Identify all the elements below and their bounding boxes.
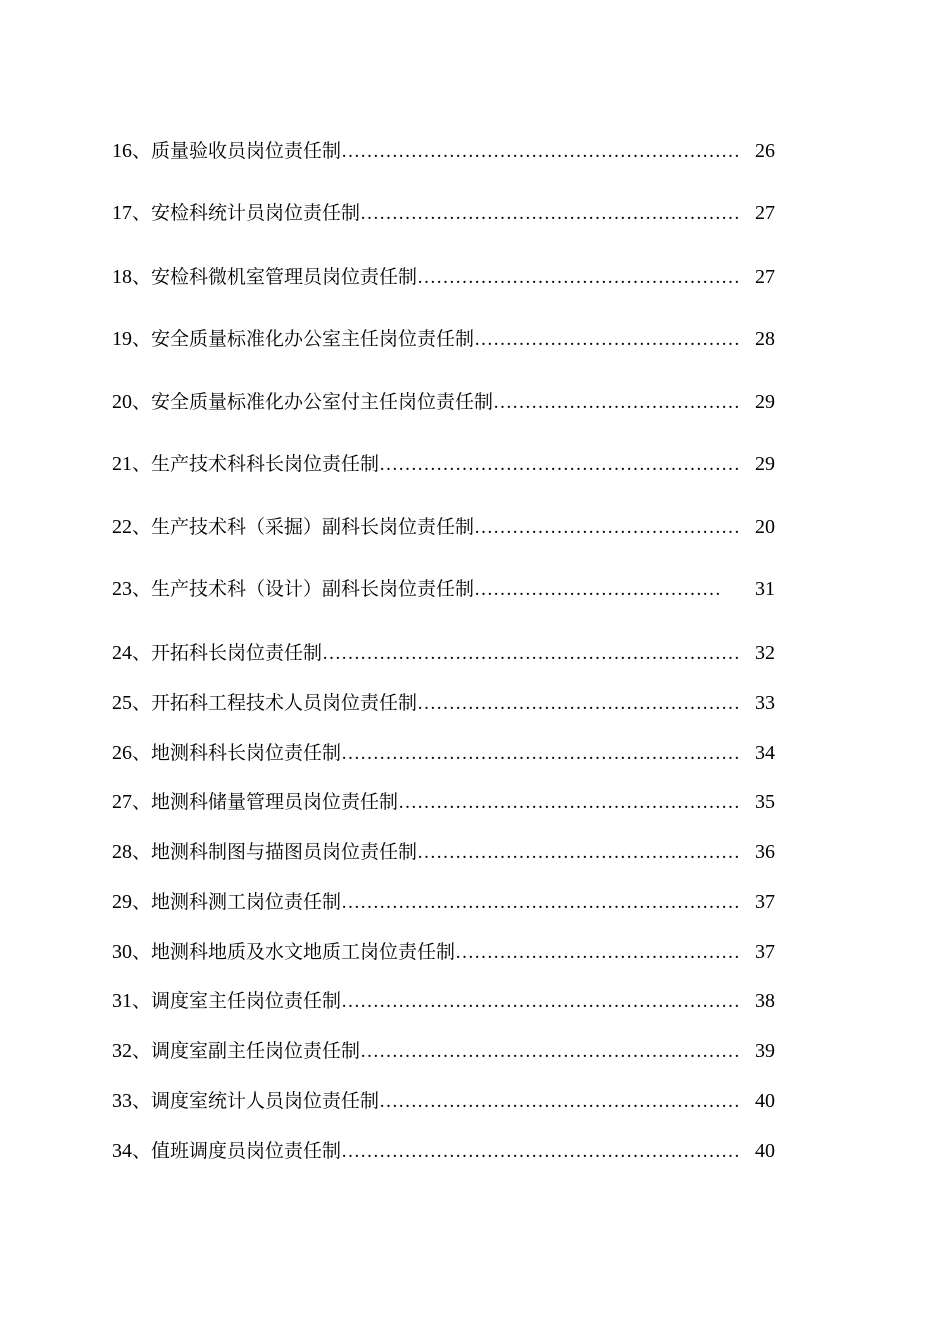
toc-entry-page: 39 (755, 1040, 775, 1062)
toc-entry[interactable] (112, 1139, 775, 1163)
toc-entry-title: 质量验收员岗位责任制 (151, 140, 342, 162)
toc-entry[interactable] (112, 940, 775, 964)
toc-entry-page: 32 (755, 642, 775, 664)
toc-entry-number: 34 (112, 1140, 132, 1162)
toc-entry-title: 生产技术科（设计）副科长岗位责任制 (151, 578, 475, 600)
toc-entry-page: 36 (755, 841, 775, 863)
toc-entry-number: 30 (112, 941, 132, 963)
toc-entry-title: 地测科地质及水文地质工岗位责任制 (151, 941, 456, 963)
toc-entry[interactable] (112, 989, 775, 1013)
toc-entry-number: 33 (112, 1090, 132, 1112)
toc-entry-page: 27 (755, 266, 775, 288)
toc-entry-leader: …………………………………… (474, 517, 741, 538)
toc-entry-number: 28 (112, 841, 132, 863)
toc-entry-leader: ………………………………… (493, 392, 741, 413)
toc-entry[interactable] (112, 515, 775, 539)
toc-entry-leader: ……………………………………………………… (341, 743, 741, 764)
toc-entry-page: 28 (755, 328, 775, 350)
toc-entry-leader: …………………………………………… (417, 693, 741, 714)
toc-entry[interactable] (112, 890, 775, 914)
toc-entry-title: 生产技术科科长岗位责任制 (151, 453, 380, 475)
toc-entry-page: 29 (755, 453, 775, 475)
toc-entry-leader: ……………………………………………… (398, 792, 741, 813)
toc-entry-leader: ………………………………………………… (379, 454, 741, 475)
toc-entry-separator: 、 (132, 891, 152, 913)
toc-entry-page: 29 (755, 391, 775, 413)
toc-entry-title: 调度室统计人员岗位责任制 (151, 1090, 380, 1112)
toc-entry-separator: 、 (132, 791, 152, 813)
toc-entry-title: 调度室主任岗位责任制 (151, 990, 342, 1012)
toc-entry-number: 25 (112, 692, 132, 714)
toc-entry-number: 32 (112, 1040, 132, 1062)
toc-entry-title: 安全质量标准化办公室主任岗位责任制 (151, 328, 475, 350)
toc-entry-page: 37 (755, 941, 775, 963)
toc-entry-leader: ……………………………………………………… (341, 892, 741, 913)
toc-entry-number: 18 (112, 266, 132, 288)
toc-entry[interactable] (112, 1089, 775, 1113)
toc-entry-separator: 、 (132, 742, 152, 764)
toc-entry-page: 20 (755, 516, 775, 538)
toc-entry-separator: 、 (132, 941, 152, 963)
toc-entry-separator: 、 (132, 391, 152, 413)
toc-entry-separator: 、 (132, 516, 152, 538)
toc-entry[interactable] (112, 327, 775, 351)
toc-entry-page: 27 (755, 202, 775, 224)
toc-entry-separator: 、 (132, 140, 152, 162)
toc-entry-separator: 、 (132, 841, 152, 863)
toc-entry-leader: ………………………………………………… (379, 1091, 741, 1112)
toc-entry-leader: ……………………………………………………… (341, 141, 741, 162)
toc-entry-title: 地测科测工岗位责任制 (151, 891, 342, 913)
toc-entry-title: 地测科制图与描图员岗位责任制 (151, 841, 418, 863)
toc-entry-title: 调度室副主任岗位责任制 (151, 1040, 361, 1062)
toc-entry-separator: 、 (132, 266, 152, 288)
toc-entry[interactable] (112, 452, 775, 476)
toc-entry-leader: …………………………………………… (417, 842, 741, 863)
toc-entry[interactable] (112, 139, 775, 163)
toc-entry[interactable] (112, 390, 775, 414)
toc-entry-number: 24 (112, 642, 132, 664)
toc-entry-page: 40 (755, 1090, 775, 1112)
toc-entry-title: 生产技术科（采掘）副科长岗位责任制 (151, 516, 475, 538)
toc-entry-separator: 、 (132, 453, 152, 475)
toc-entry-number: 29 (112, 891, 132, 913)
toc-entry-title: 地测科储量管理员岗位责任制 (151, 791, 399, 813)
toc-entry-title: 值班调度员岗位责任制 (151, 1140, 342, 1162)
toc-entry[interactable] (112, 790, 775, 814)
toc-entry-number: 21 (112, 453, 132, 475)
toc-entry-leader: ………………………………………………………… (322, 643, 741, 664)
toc-entry-number: 27 (112, 791, 132, 813)
toc-entry-title: 地测科科长岗位责任制 (151, 742, 342, 764)
toc-entry-separator: 、 (132, 642, 152, 664)
toc-entry[interactable] (112, 1039, 775, 1063)
toc-entry-leader: …………………………………… (474, 329, 741, 350)
toc-entry-number: 19 (112, 328, 132, 350)
toc-entry-number: 16 (112, 140, 132, 162)
toc-entry[interactable] (112, 641, 775, 665)
toc-entry-page: 26 (755, 140, 775, 162)
toc-entry-separator: 、 (132, 1090, 152, 1112)
toc-entry-separator: 、 (132, 1040, 152, 1062)
toc-entry-page: 31 (755, 578, 775, 600)
toc-entry-page: 33 (755, 692, 775, 714)
toc-entry-number: 20 (112, 391, 132, 413)
toc-entry-separator: 、 (132, 990, 152, 1012)
toc-entry-leader: …………………………………………………… (360, 203, 741, 224)
toc-entry-number: 22 (112, 516, 132, 538)
toc-entry[interactable] (112, 691, 775, 715)
toc-entry-separator: 、 (132, 1140, 152, 1162)
toc-entry[interactable] (112, 840, 775, 864)
toc-entry-number: 31 (112, 990, 132, 1012)
toc-entry-leader: ……………………………………… (455, 942, 741, 963)
toc-entry-separator: 、 (132, 692, 152, 714)
toc-entry-title: 安检科微机室管理员岗位责任制 (151, 266, 418, 288)
toc-entry-title: 开拓科长岗位责任制 (151, 642, 323, 664)
toc-entry-separator: 、 (132, 328, 152, 350)
toc-entry[interactable] (112, 201, 775, 225)
toc-entry[interactable] (112, 265, 775, 289)
toc-entry-number: 17 (112, 202, 132, 224)
toc-entry-page: 34 (755, 742, 775, 764)
toc-entry-leader: ……………………………………………………… (341, 991, 741, 1012)
toc-entry-leader: …………………………………………… (417, 267, 741, 288)
toc-entry-page: 37 (755, 891, 775, 913)
toc-entry-title: 安检科统计员岗位责任制 (151, 202, 361, 224)
toc-entry-page: 35 (755, 791, 775, 813)
toc-entry-page: 40 (755, 1140, 775, 1162)
toc-entry-leader: ……………………………………………………… (341, 1141, 741, 1162)
toc-entry[interactable] (112, 741, 775, 765)
toc-entry-separator: 、 (132, 202, 152, 224)
toc-entry-leader: ………………………………… (474, 579, 722, 600)
toc-entry[interactable] (112, 577, 775, 601)
toc-entry-leader: …………………………………………………… (360, 1041, 741, 1062)
toc-entry-title: 开拓科工程技术人员岗位责任制 (151, 692, 418, 714)
toc-entry-separator: 、 (132, 578, 152, 600)
toc-entry-page: 38 (755, 990, 775, 1012)
toc-entry-number: 26 (112, 742, 132, 764)
toc-entry-number: 23 (112, 578, 132, 600)
toc-entry-title: 安全质量标准化办公室付主任岗位责任制 (151, 391, 494, 413)
